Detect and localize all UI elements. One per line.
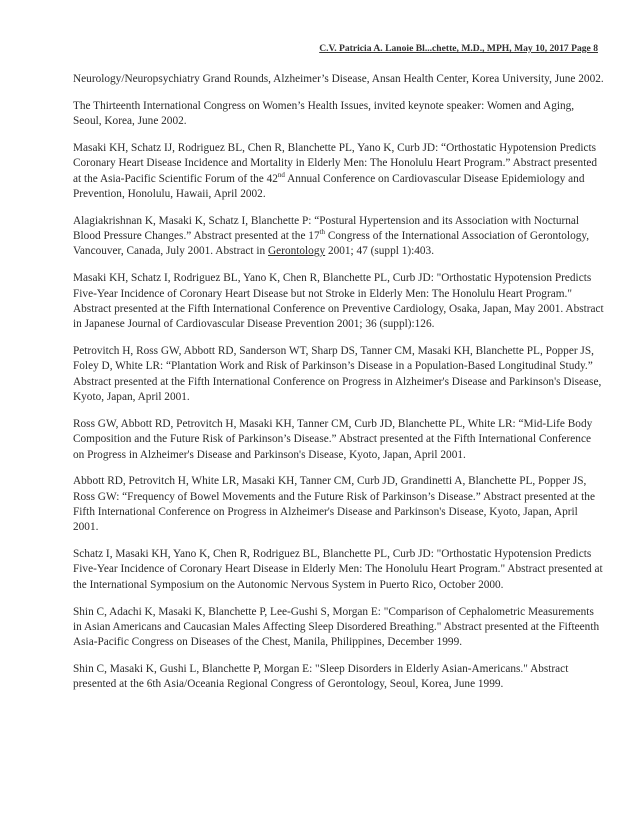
entry-keynote-womens-health: The Thirteenth International Congress on Women’s Health Issues, invited keynote speaker: Women and Aging, Seoul, Korea, June 2002.: [73, 99, 575, 128]
entry-plantation-work: Petrovitch H, Ross GW, Abbott RD, Sanderson WT, Sharp DS, Tanner CM, Masaki KH, Blanchette PL, Popper JS, Foley D, White LR: “Plantation Work and Risk of Parkinson’s Disease in a Population-Based Longitudinal Study.” Abstract presented at the Fifth International Conference on Progress in Alzheimer's Disease and Parkinson's Disease, Kyoto, Japan, April 2001.: [73, 345, 602, 404]
entry-sleep-disorders: Shin C, Masaki K, Gushi L, Blanchette P, Morgan E: "Sleep Disorders in Elderly Asian-Americans." Abstract presented at the 6th Asia/Oceania Regional Congress of Gerontology, Seoul, Korea, June 1999.: [73, 663, 569, 691]
entry-text: Congress of the International Association of Gerontology, Vancouver, Canada, July 2001. Abstract in: [73, 230, 590, 258]
ordinal-suffix: th: [319, 228, 326, 237]
entry-orthostatic-hypotension-2002: [73, 141, 605, 202]
entry-postural-hypertension: [73, 214, 605, 260]
entry-orthostatic-puerto-rico: Schatz I, Masaki KH, Yano K, Chen R, Rodriguez BL, Blanchette PL, Curb JD: "Orthostatic Hypotension Predicts Five-Year Incidence of Coronary Heart Disease in Elderly Men: The Honolulu Heart Program." Abstract presented at the International Symposium on the Autonomic Nervous System in Puerto Rico, October 2000.: [73, 548, 603, 591]
document-body: [73, 72, 605, 704]
ordinal-suffix: nd: [277, 170, 285, 179]
entry-text: 2001; 47 (suppl 1):403.: [325, 245, 435, 258]
entry-orthostatic-five-year-osaka: Masaki KH, Schatz I, Rodriguez BL, Yano K, Chen R, Blanchette PL, Curb JD: "Orthostatic Hypotension Predicts Five-Year Incidence of Coronary Heart Disease but not Stroke in Elderly Men: The Honolulu Heart Program." Abstract presented at the Fifth International Conference on Preventive Cardiology, Osaka, Japan, May 2001. Abstract in Japanese Journal of Cardiovascular Disease Prevention 2001; 36 (suppl):126.: [73, 272, 604, 331]
entry-bowel-movements: Abbott RD, Petrovitch H, White LR, Masaki KH, Tanner CM, Curb JD, Grandinetti A, Blanchette PL, Popper JS, Ross GW: “Frequency of Bowel Movements and the Future Risk of Parkinson’s Disease.” Abstract presented at the Fifth International Conference on Progress in Alzheimer's Disease and Parkinson's Disease, Kyoto, Japan, April 2001.: [73, 475, 595, 534]
entry-text: Annual Conference on Cardiovascular Disease Epidemiology and Prevention, Honolulu, Hawaii, April 2002.: [73, 172, 585, 200]
entry-cephalometric: Shin C, Adachi K, Masaki K, Blanchette P, Lee-Gushi S, Morgan E: "Comparison of Cephalometric Measurements in Asian Americans and Caucasian Males Affecting Sleep Disordered Breathing." Abstract presented at the Fifteenth Asia-Pacific Congress on Diseases of the Chest, Manila, Philippines, December 1999.: [73, 605, 600, 649]
entry-text: Masaki KH, Schatz IJ, Rodriguez BL, Chen R, Blanchette PL, Yano K, Curb JD: “Orthostatic Hypotension Predicts Coronary Heart Disease Incidence and Mortality in Elderly Men: The Honolulu Heart Program.” Abstract presented at the Asia-Pacific Scientific Forum of the 42: [73, 142, 597, 185]
entry-body-composition: Ross GW, Abbott RD, Petrovitch H, Masaki KH, Tanner CM, Curb JD, Blanchette PL, White LR: “Mid-Life Body Composition and the Future Risk of Parkinson’s Disease.” Abstract presented at the Fifth International Conference on Progress in Alzheimer's Disease and Parkinson's Disease, Kyoto, Japan, April 2001.: [73, 417, 593, 461]
entry-grand-rounds: Neurology/Neuropsychiatry Grand Rounds, Alzheimer’s Disease, Ansan Health Center, Korea University, June 2002.: [73, 73, 604, 85]
entry-text: Alagiakrishnan K, Masaki K, Schatz I, Blanchette P: “Postural Hypertension and its Association with Nocturnal Blood Pressure Changes.” Abstract presented at the 17: [73, 214, 580, 243]
page-header: C.V. Patricia A. Lanoie Bl...chette, M.D., MPH, May 10, 2017 Page 8: [319, 43, 598, 54]
journal-name: Gerontology: [268, 245, 326, 258]
